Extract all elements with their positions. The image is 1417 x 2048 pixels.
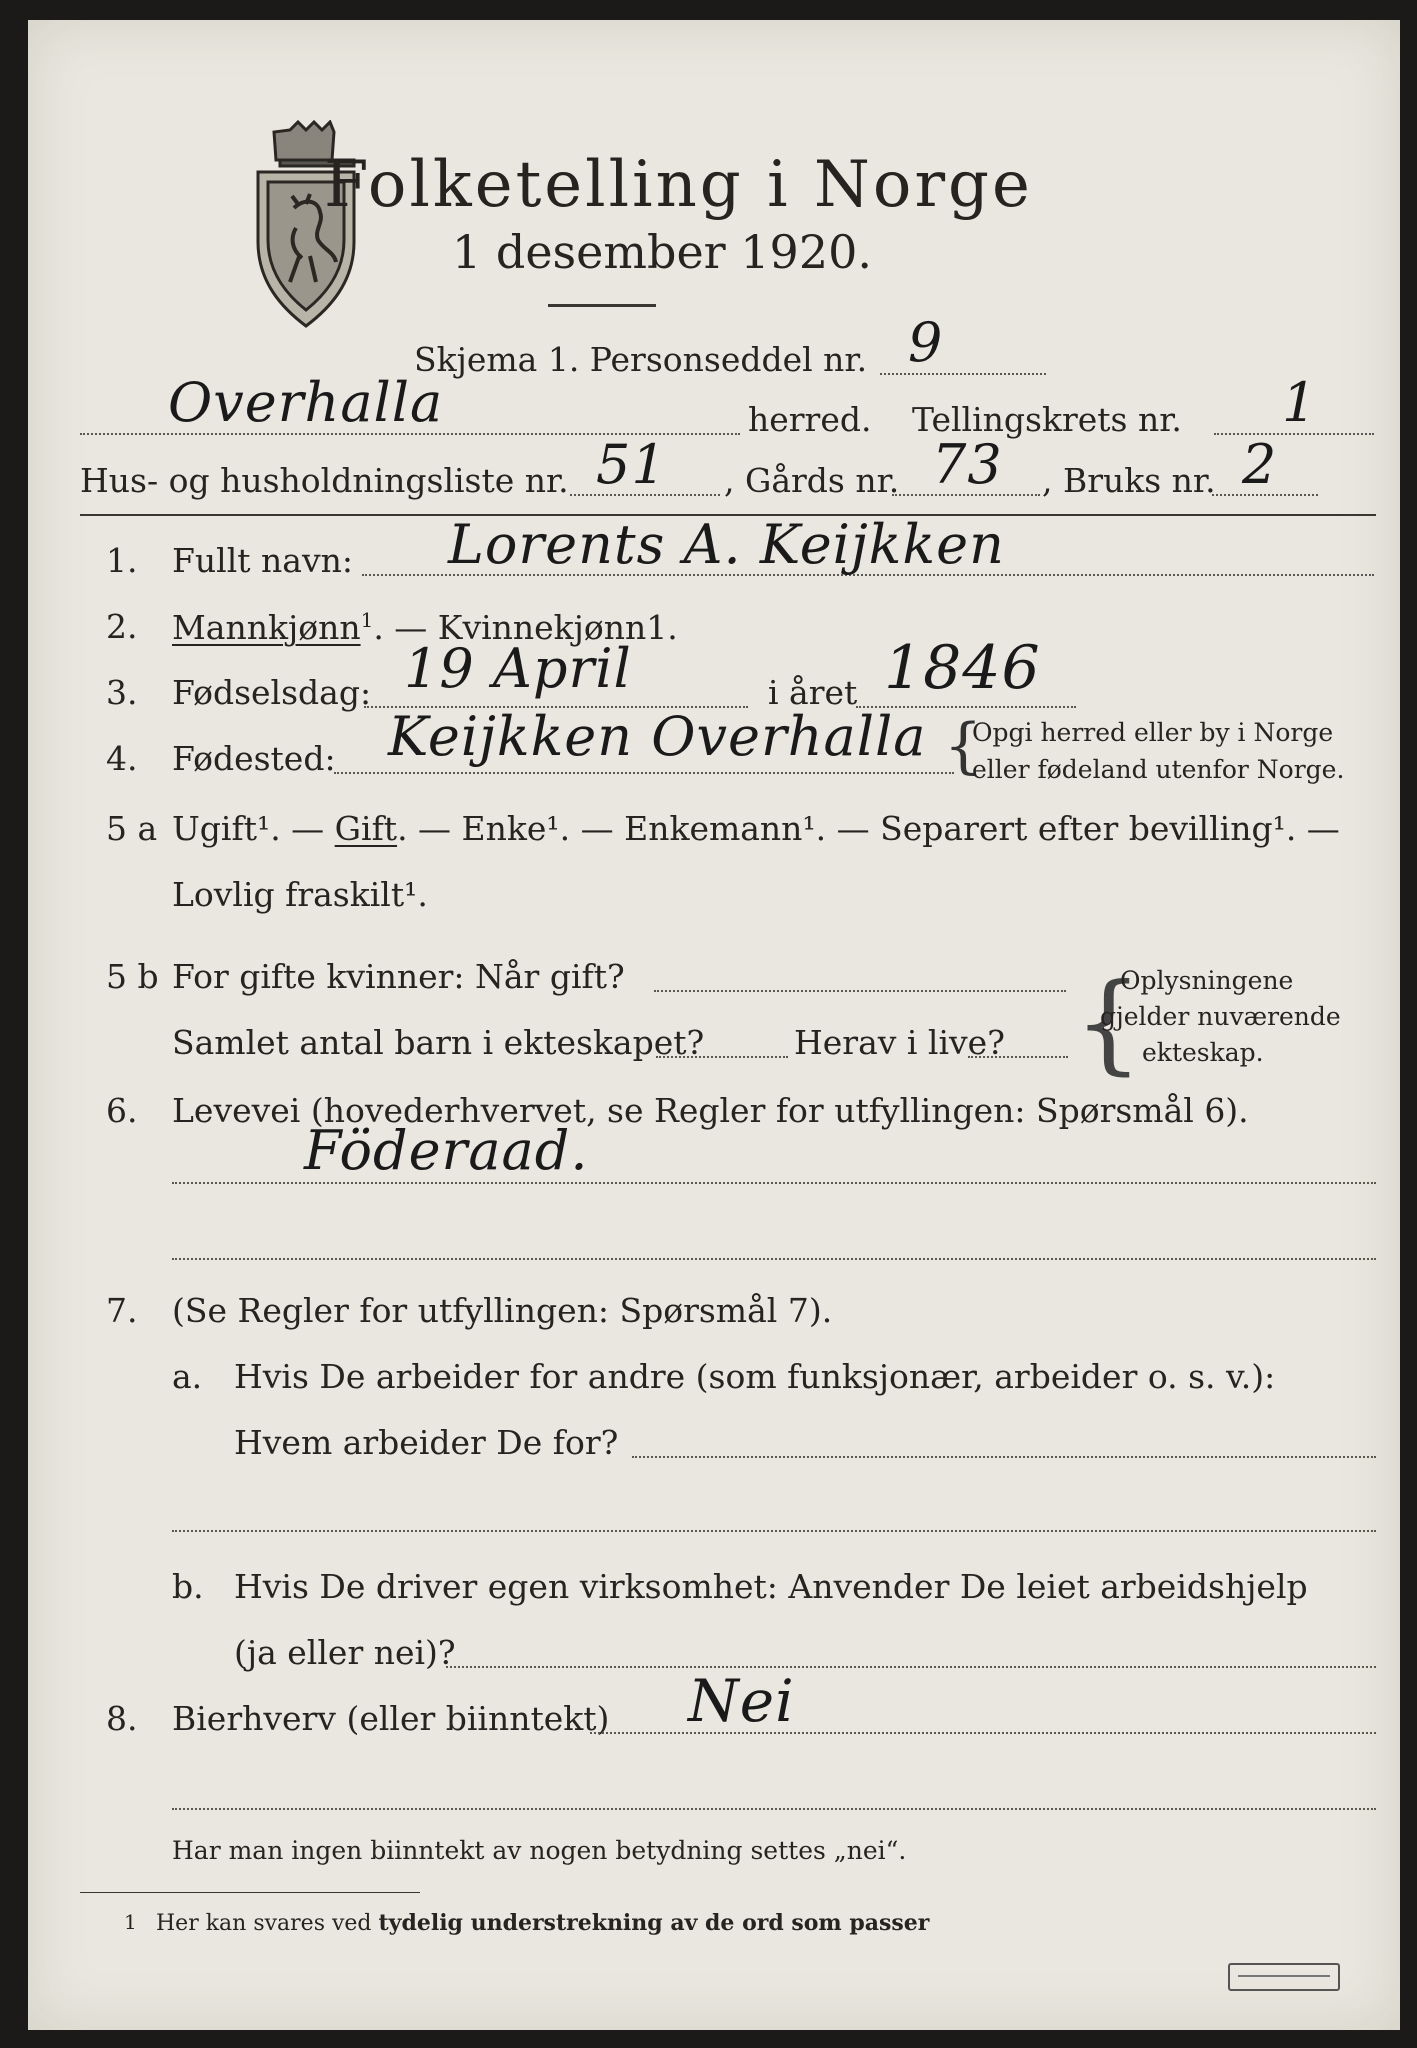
- gender-separator: . —: [373, 608, 438, 647]
- tellingskrets-value[interactable]: 1: [1282, 371, 1318, 434]
- q7b-line2: (ja eller nei)?: [234, 1633, 456, 1672]
- tellingskrets-label: Tellingskrets nr.: [912, 400, 1182, 439]
- printer-stamp: [1228, 1963, 1340, 1991]
- q5a-number: 5 a: [106, 809, 158, 848]
- personseddel-dotline: [880, 373, 1046, 375]
- bruks-label: , Bruks nr.: [1042, 461, 1216, 500]
- q3-number: 3.: [106, 673, 138, 712]
- q7a-line2: Hvem arbeider De for?: [234, 1423, 619, 1462]
- birth-date-value[interactable]: 19 April: [404, 637, 632, 700]
- q4-note-line2: eller fødeland utenfor Norge.: [972, 755, 1345, 784]
- schema-label: Skjema 1. Personseddel nr.: [414, 340, 868, 379]
- q1-label: Fullt navn:: [172, 541, 353, 580]
- gards-value[interactable]: 73: [932, 433, 1003, 496]
- q4-dotline: [334, 772, 954, 774]
- q1-number: 1.: [106, 541, 138, 580]
- footnote-text: [156, 1910, 929, 1936]
- q6-dotline-2: [172, 1258, 1376, 1260]
- q7b-letter: b.: [172, 1567, 204, 1606]
- q4-label: Fødested:: [172, 739, 336, 778]
- personseddel-nr-value[interactable]: 9: [908, 311, 944, 374]
- q8-dotline-2: [172, 1808, 1376, 1810]
- q5b-children-label: Samlet antal barn i ekteskapet?: [172, 1023, 705, 1062]
- q7-label: (Se Regler for utfyllingen: Spørsmål 7).: [172, 1291, 833, 1330]
- kvinnekjonn-option[interactable]: Kvinnekjønn: [437, 608, 647, 647]
- footnote-number: 1: [124, 1910, 137, 1934]
- title-divider: [548, 304, 656, 307]
- occupation-value[interactable]: Föderaad.: [304, 1119, 589, 1182]
- nar-gift-dotline: [654, 990, 1066, 992]
- q7-number: 7.: [106, 1291, 138, 1330]
- footnote-rule: [80, 1892, 420, 1893]
- full-name-value[interactable]: Lorents A. Keijkken: [448, 513, 1005, 576]
- marital-status-rest[interactable]: . — Enke¹. — Enkemann¹. — Separert efter bevilling¹. —: [397, 809, 1340, 848]
- children-dotline: [656, 1056, 788, 1058]
- q2-number: 2.: [106, 607, 138, 646]
- side-income-value[interactable]: Nei: [688, 1667, 795, 1735]
- q6-dotline-1: [172, 1182, 1376, 1184]
- aret-label: i året: [768, 673, 858, 712]
- lovlig-fraskilt-option[interactable]: Lovlig fraskilt¹.: [172, 875, 428, 914]
- q7b-line1: Hvis De driver egen virksomhet: Anvender De leiet arbeidshjelp: [234, 1567, 1308, 1606]
- birthplace-value[interactable]: Keijkken Overhalla: [388, 705, 927, 768]
- employer-dotline: [632, 1456, 1376, 1458]
- mannkjonn-option[interactable]: Mannkjønn: [172, 608, 361, 647]
- q7a-letter: a.: [172, 1357, 203, 1396]
- gift-option[interactable]: Gift: [334, 809, 398, 848]
- q8-label: Bierhverv (eller biinntekt): [172, 1699, 610, 1738]
- q3-label: Fødselsdag:: [172, 673, 372, 712]
- herred-label: herred.: [748, 400, 872, 439]
- q5b-note-line3: ekteskap.: [1142, 1038, 1264, 1067]
- bruks-value[interactable]: 2: [1242, 433, 1278, 496]
- q5b-note-line1: Oplysningene: [1120, 966, 1294, 995]
- arbeidshjelp-dotline: [446, 1666, 1376, 1668]
- birth-year-value[interactable]: 1846: [884, 633, 1041, 703]
- q4-number: 4.: [106, 739, 138, 778]
- footer-note: Har man ingen biinntekt av nogen betydning settes „nei“.: [172, 1836, 907, 1865]
- footnote-text-a: Her kan svares ved: [156, 1911, 372, 1936]
- ugift-footnote: ¹. —: [256, 809, 335, 848]
- q5b-line1: For gifte kvinner: Når gift?: [172, 957, 625, 996]
- census-form-page: [28, 20, 1400, 2030]
- q5b-alive-label: Herav i live?: [794, 1023, 1005, 1062]
- q5b-note-brace: {: [1074, 961, 1143, 1086]
- q5b-number: 5 b: [106, 957, 159, 996]
- q8-number: 8.: [106, 1699, 138, 1738]
- herred-value[interactable]: Overhalla: [168, 371, 444, 434]
- kvinnekjonn-footnote: 1.: [646, 608, 678, 647]
- mannkjonn-footnote: 1: [360, 608, 374, 632]
- marital-status-line: [172, 809, 1340, 848]
- husholdningsliste-label: Hus- og husholdningsliste nr.: [80, 461, 569, 500]
- form-title: Folketelling i Norge: [324, 148, 1033, 222]
- q7a-line1: Hvis De arbeider for andre (som funksjonær, arbeider o. s. v.):: [234, 1357, 1276, 1396]
- q6-number: 6.: [106, 1091, 138, 1130]
- q7a-dotline-2: [172, 1530, 1376, 1532]
- census-date: 1 desember 1920.: [452, 225, 872, 279]
- footnote-text-b: tydelig understrekning av de ord som passer: [378, 1910, 930, 1936]
- husholdningsliste-value[interactable]: 51: [596, 433, 667, 496]
- q5b-note-line2: gjelder nuværende: [1100, 1002, 1341, 1031]
- q4-note-line1: Opgi herred eller by i Norge: [972, 718, 1334, 747]
- q4-note-brace: {: [944, 711, 983, 781]
- alive-dotline: [968, 1056, 1068, 1058]
- gards-label: , Gårds nr.: [724, 461, 900, 500]
- ugift-option[interactable]: Ugift: [172, 809, 257, 848]
- q6-label: Levevei (hovederhvervet, se Regler for utfyllingen: Spørsmål 6).: [172, 1091, 1249, 1130]
